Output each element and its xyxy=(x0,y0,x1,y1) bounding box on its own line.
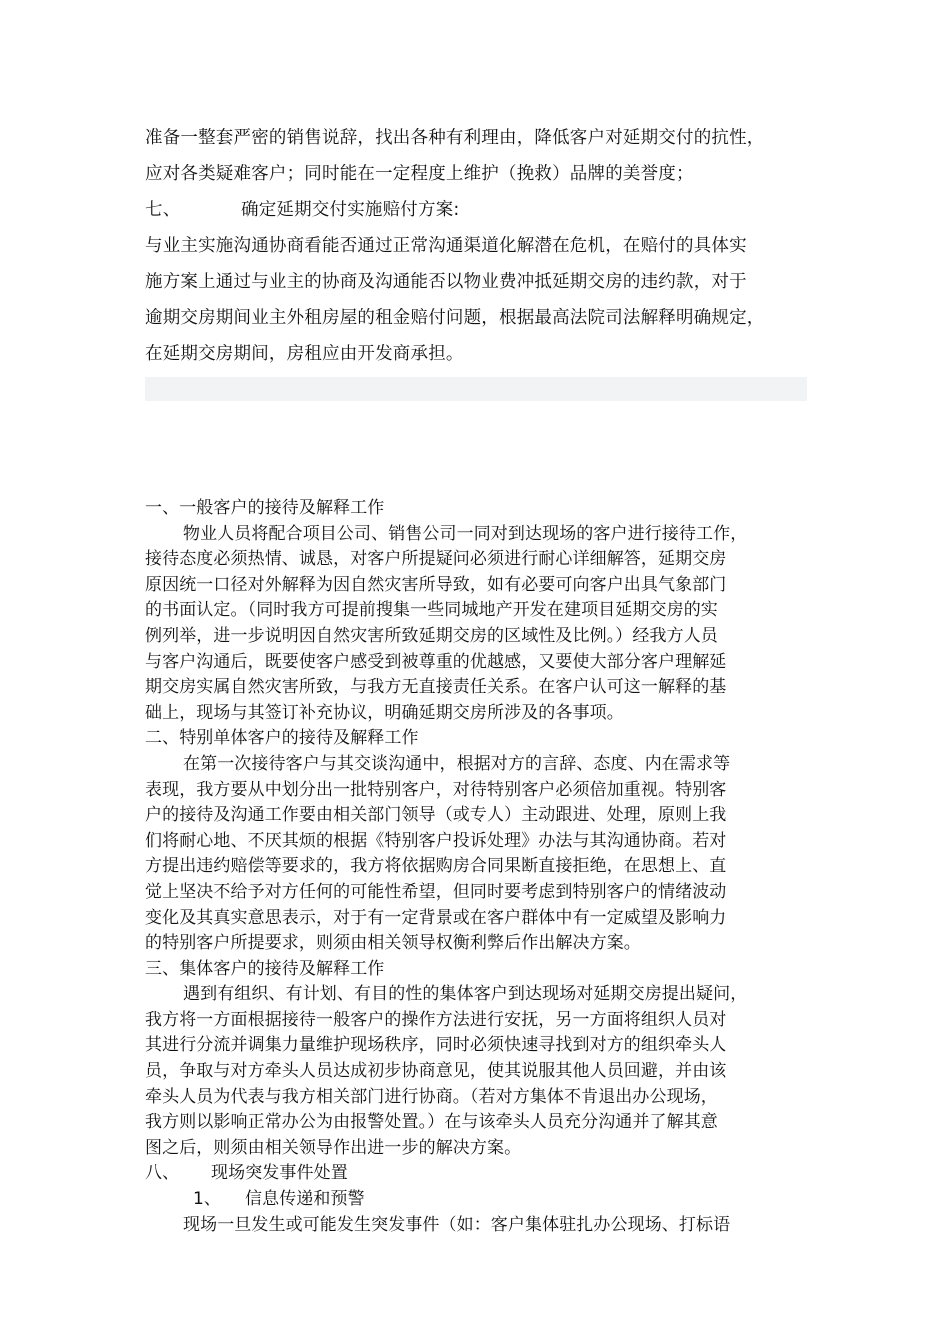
paragraph-line: 在延期交房期间，房租应由开发商承担。 xyxy=(145,344,464,364)
paragraph-line: 与客户沟通后，既要使客户感受到被尊重的优越感，又要使大部分客户理解延 xyxy=(145,651,727,672)
section-title-2: 二、特别单体客户的接待及解释工作 xyxy=(145,728,419,749)
heading-text: 现场突发事件处置 xyxy=(211,1163,348,1184)
heading-text: 确定延期交付实施赔付方案: xyxy=(241,200,460,220)
paragraph-line: 表现，我方要从中划分出一批特别客户，对待特别客户必须倍加重视。特别客 xyxy=(145,779,727,800)
paragraph-line: 在第一次接待客户与其交谈沟通中，根据对方的言辞、态度、内在需求等 xyxy=(183,753,731,774)
paragraph-line: 准备一整套严密的销售说辞，找出各种有利理由，降低客户对延期交付的抗性， xyxy=(145,128,765,148)
paragraph-line: 变化及其真实意思表示，对于有一定背景或在客户群体中有一定威望及影响力 xyxy=(145,907,727,928)
paragraph-line: 的特别客户所提要求，则须由相关领导权衡利弊后作出解决方案。 xyxy=(145,933,641,954)
paragraph-line: 图之后，则须由相关领导作出进一步的解决方案。 xyxy=(145,1137,522,1158)
subsection-heading-8-1 xyxy=(145,1187,817,1213)
paragraph-line: 接待态度必须热情、诚恳，对客户所提疑问必须进行耐心详细解答，延期交房 xyxy=(145,549,727,570)
paragraph-line: 我方则以影响正常办公为由报警处置。）在与该牵头人员充分沟通并了解其意 xyxy=(145,1112,718,1133)
paragraph-line: 期交房实属自然灾害所致，与我方无直接责任关系。在客户认可这一解释的基 xyxy=(145,677,727,698)
paragraph-line: 我方将一方面根据接待一般客户的操作方法进行安抚，另一方面将组织人员对 xyxy=(145,1009,727,1030)
paragraph-line: 例列举，进一步说明因自然灾害所致延期交房的区域性及比例。）经我方人员 xyxy=(145,625,718,646)
section-heading-7 xyxy=(145,192,815,228)
paragraph-line: 现场一旦发生或可能发生突发事件（如：客户集体驻扎办公现场、打标语 xyxy=(183,1214,731,1235)
paragraph-line: 户的接待及沟通工作要由相关部门领导（或专人）主动跟进、处理，原则上我 xyxy=(145,805,727,826)
paragraph-line: 应对各类疑难客户；同时能在一定程度上维护（挽救）品牌的美誉度； xyxy=(145,164,694,184)
paragraph-line: 与业主实施沟通协商看能否通过正常沟通渠道化解潜在危机，在赔付的具体实 xyxy=(145,236,747,256)
paragraph-line: 们将耐心地、不厌其烦的根据《特别客户投诉处理》办法与其沟通协商。若对 xyxy=(145,830,727,851)
paragraph-line: 方提出违约赔偿等要求的，我方将依据购房合同果断直接拒绝，在思想上、直 xyxy=(145,856,727,877)
heading-text: 信息传递和预警 xyxy=(245,1189,365,1210)
paragraph-line: 员，争取与对方牵头人员达成初步协商意见，使其说服其他人员回避，并由该 xyxy=(145,1061,727,1082)
body-text-block xyxy=(145,496,817,1238)
section-heading-8 xyxy=(145,1161,817,1187)
paragraph-line: 逾期交房期间业主外租房屋的租金赔付问题，根据最高法院司法解释明确规定， xyxy=(145,308,765,328)
paragraph-line: 物业人员将配合项目公司、销售公司一同对到达现场的客户进行接待工作， xyxy=(183,523,748,544)
paragraph-line: 施方案上通过与业主的协商及沟通能否以物业费冲抵延期交房的违约款，对于 xyxy=(145,272,747,292)
paragraph-line: 础上，现场与其签订补充协议，明确延期交房所涉及的各事项。 xyxy=(145,702,624,723)
heading-number: 1、 xyxy=(193,1189,222,1210)
section-title-1: 一、一般客户的接待及解释工作 xyxy=(145,498,385,518)
paragraph-line: 牵头人员为代表与我方相关部门进行协商。（若对方集体不肯退出办公现场， xyxy=(145,1086,718,1107)
heading-number: 八、 xyxy=(145,1163,180,1184)
section-title-3: 三、集体客户的接待及解释工作 xyxy=(145,958,385,979)
paragraph-line: 觉上坚决不给予对方任何的可能性希望，但同时要考虑到特别客户的情绪波动 xyxy=(145,881,727,902)
paragraph-line: 其进行分流并调集力量维护现场秩序，同时必须快速寻找到对方的组织牵头人 xyxy=(145,1035,727,1056)
shaded-divider xyxy=(145,377,807,401)
heading-number: 七、 xyxy=(145,200,181,220)
top-text-block xyxy=(145,120,815,372)
paragraph-line: 遇到有组织、有计划、有目的性的集体客户到达现场对延期交房提出疑问， xyxy=(183,984,748,1005)
paragraph-line: 的书面认定。（同时我方可提前搜集一些同城地产开发在建项目延期交房的实 xyxy=(145,600,718,621)
paragraph-line: 原因统一口径对外解释为因自然灾害所导致，如有必要可向客户出具气象部门 xyxy=(145,574,727,595)
